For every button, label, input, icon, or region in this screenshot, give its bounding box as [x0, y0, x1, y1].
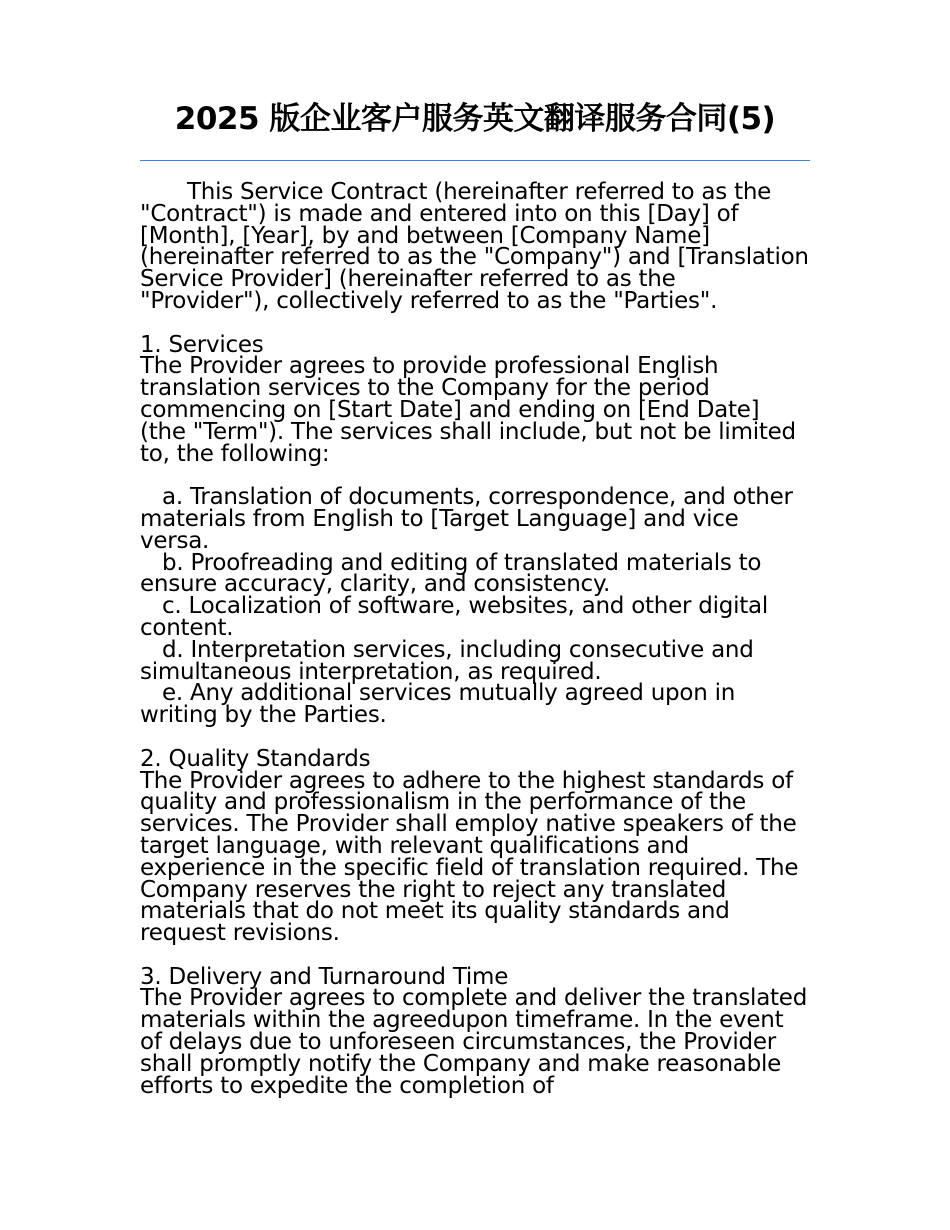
title-divider — [140, 160, 810, 161]
document-body — [140, 179, 810, 1099]
intro-paragraph: This Service Contract (hereinafter referred to as the "Contract") is made and entered into on this [Day] of [Month], [Year], by and between [Company Name] (hereinafter referred to as the "Company") and [Translation Service Provider] (hereinafter referred to as the "Provider"), collectively referred to as the "Parties". — [140, 179, 809, 314]
service-item: b. Proofreading and editing of translated materials to ensure accuracy, clarity, and consistency. — [140, 549, 762, 598]
section-heading-quality: 2. Quality Standards — [140, 745, 371, 772]
section-body-delivery: The Provider agrees to complete and deliver the translated materials within the agreedupon timeframe. In the event of delays due to unforeseen circumstances, the Provider shall promptly notify the Company and make reasonable efforts to expedite the completion of — [140, 985, 808, 1099]
service-item: d. Interpretation services, including consecutive and simultaneous interpretation, as required. — [140, 636, 754, 685]
service-item: e. Any additional services mutually agreed upon in writing by the Parties. — [140, 680, 736, 729]
document-title: 2025 版企业客户服务英文翻译服务合同(5) — [174, 101, 776, 137]
section-body-quality: The Provider agrees to adhere to the highest standards of quality and professionalism in the performance of the services. The Provider shall employ native speakers of the target language, with relevant qualifications and experience in the specific field of translation required. The Company reserves the right to reject any translated materials that do not meet its quality standards and request revisions. — [140, 767, 799, 947]
section-heading-delivery: 3. Delivery and Turnaround Time — [140, 963, 509, 990]
section-heading-services: 1. Services — [140, 331, 264, 358]
service-item: a. Translation of documents, correspondence, and other materials from English to [Target Language] and vice versa. — [140, 484, 793, 554]
service-item: c. Localization of software, websites, and other digital content. — [140, 593, 769, 641]
section-body-services: The Provider agrees to provide professional English translation services to the Company for the period commencing on [Start Date] and ending on [End Date] (the "Term"). The services shall include, but not be limited to, the following: — [140, 353, 796, 467]
